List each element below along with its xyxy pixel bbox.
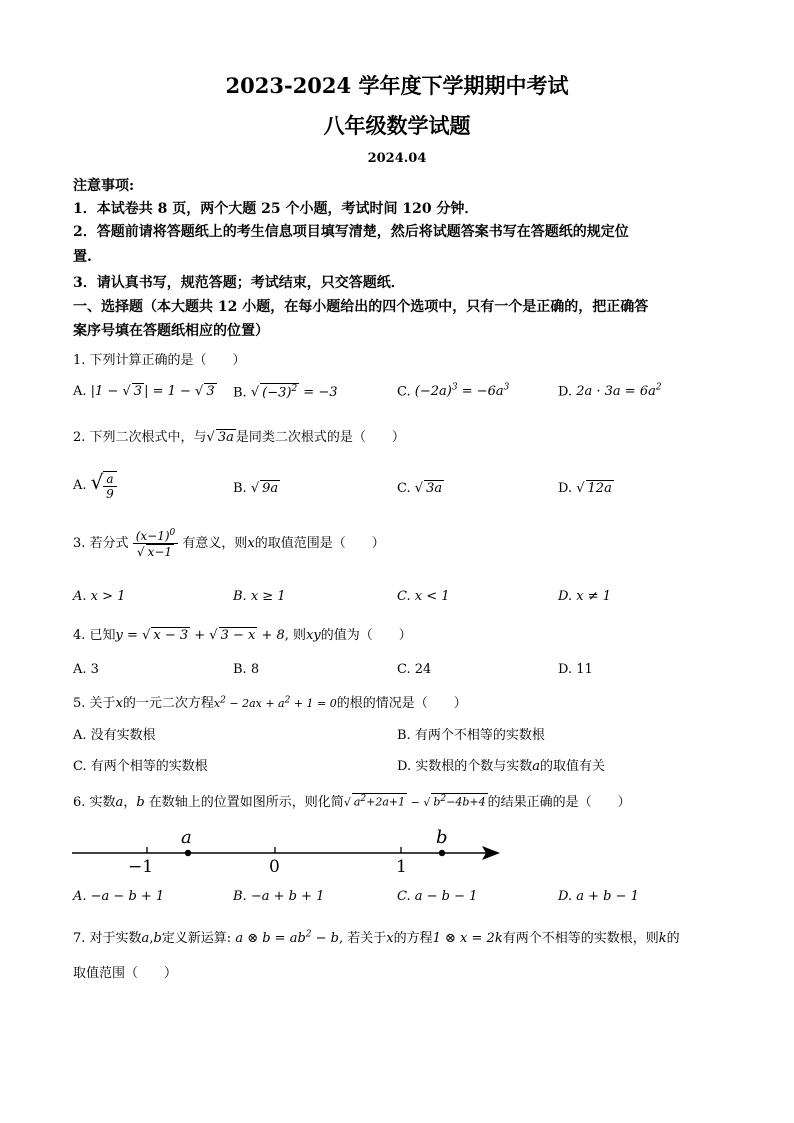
tick-label: −1 xyxy=(128,857,154,876)
q6-option-d: D. a + b − 1 xyxy=(558,889,639,904)
exam-title: 2023-2024 学年度下学期期中考试 xyxy=(225,73,569,98)
note-item: 2．答题前请将答题纸上的考生信息项目填写清楚，然后将试题答案书写在答题纸的规定位 xyxy=(73,224,629,240)
point-a xyxy=(185,850,191,856)
question-6-stem: 6. 实数a，b 在数轴上的位置如图所示，则化简√ $a^2+2a+1$ − √ $b^2-4b+4$ 的结果正确的是（ ） xyxy=(73,794,631,810)
q4-option-d: D. 11 xyxy=(558,662,593,677)
q3-option-b: B. x ≥ 1 xyxy=(233,589,286,604)
q3-option-d: D. x ≠ 1 xyxy=(558,589,611,604)
q4-option-a: A. 3 xyxy=(73,662,99,677)
q6-option-c: C. a − b − 1 xyxy=(397,889,478,904)
q1-option-d: D. $2a \cdot 3a = 6a^2$ xyxy=(558,383,662,400)
q3-option-c: C. x < 1 xyxy=(397,589,450,604)
question-7-stem: 7. 对于实数a,b定义新运算: a ⊗ $b = ab^2 - b$, 若关于x的方程1 ⊗ x = 2k有两个不相等的实数根，则k的 xyxy=(73,929,680,946)
q4-option-b: B. 8 xyxy=(233,662,260,677)
q2-option-b: B. √ 9a xyxy=(233,481,279,496)
point-label: a xyxy=(181,827,192,848)
section-heading: 一、选择题（本大题共 12 小题，在每小题给出的四个选项中，只有一个是正确的，把正确答 xyxy=(73,299,649,315)
question-1-stem: 1. 下列计算正确的是（ ） xyxy=(73,353,246,368)
notes-heading: 注意事项: xyxy=(73,178,135,194)
question-4-stem: 4. 已知y = √ x − 3 + √ 3 − x + 8, 则xy的值为（ ） xyxy=(73,628,412,643)
point-label: b xyxy=(436,827,448,848)
point-b xyxy=(439,850,445,856)
q3-option-a: A. x > 1 xyxy=(73,589,126,604)
question-5-stem: 5. 关于x的一元二次方程$x^2 - 2ax + a^2 + 1 = 0$的根的情况是（ ） xyxy=(73,695,467,711)
q5-option-b: B. 有两个不相等的实数根 xyxy=(397,728,545,743)
note-item: 3．请认真书写，规范答题；考试结束，只交答题纸． xyxy=(73,275,405,291)
note-item: 置. xyxy=(73,249,92,265)
tick-label: 1 xyxy=(396,857,407,876)
q2-option-a: A. √ $\frac{a}{9}$ xyxy=(73,470,117,501)
note-item: 1．本试卷共 8 页，两个大题 25 个小题，考试时间 120 分钟． xyxy=(73,201,479,217)
q6-option-b: B. −a + b + 1 xyxy=(233,889,325,904)
q4-option-c: C. 24 xyxy=(397,662,432,677)
exam-date: 2024.04 xyxy=(367,151,427,166)
q1-option-c: C. $(-2a)^3 = -6a^3$ xyxy=(397,383,510,400)
q5-option-c: C. 有两个相等的实数根 xyxy=(73,759,208,774)
q2-option-d: D. √ 12a xyxy=(558,481,612,496)
q2-option-c: C. √ 3a xyxy=(397,481,443,496)
q6-option-a: A. −a − b + 1 xyxy=(73,889,165,904)
section-heading-cont: 案序号填在答题纸相应的位置） xyxy=(73,323,269,339)
question-2-stem: 2. 下列二次根式中，与√ 3a 是同类二次根式的是（ ） xyxy=(73,430,405,445)
q1-option-a: A. |1 − √ 3 | = 1 − √ 3 xyxy=(73,384,215,399)
question-3-stem: 3. 若分式 $\frac{(x-1)^0}{√ x-1}$ 有意义，则x的取值范围是（ ） xyxy=(73,528,385,559)
question-7-stem-cont: 取值范围（ ） xyxy=(73,966,178,981)
number-line-figure xyxy=(68,826,508,876)
q5-option-a: A. 没有实数根 xyxy=(73,728,156,743)
tick-label: 0 xyxy=(269,857,280,876)
exam-subtitle: 八年级数学试题 xyxy=(323,113,471,138)
q1-option-b: B. √ $(-3)^2 = -3$ xyxy=(233,384,338,401)
q5-option-d: D. 实数根的个数与实数a的取值有关 xyxy=(397,759,606,774)
